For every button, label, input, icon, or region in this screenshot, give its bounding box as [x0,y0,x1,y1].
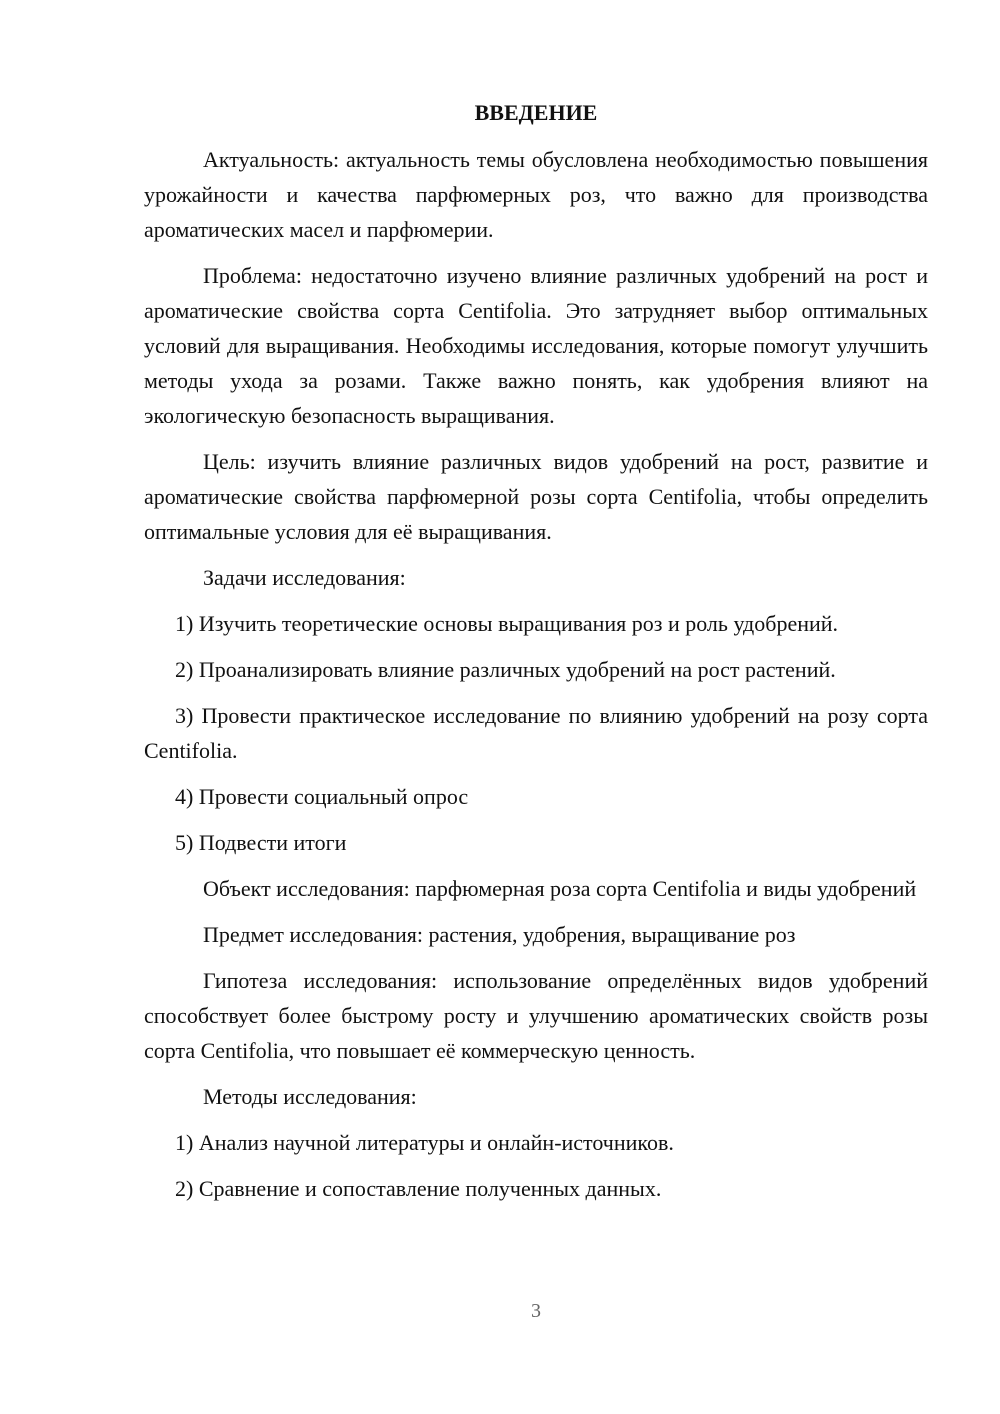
paragraph-tasks-heading: Задачи исследования: [203,565,406,590]
paragraph-object: Объект исследования: парфюмерная роза сорта Centifolia и виды удобрений [203,876,917,901]
task-item-2: 2) Проанализировать влияние различных удобрений на рост растений. [175,657,836,682]
task-item-4: 4) Провести социальный опрос [175,784,469,809]
task-item-3: 3) Провести практическое исследование по влиянию удобрений на розу сорта Centifolia. [144,703,928,763]
task-item-5: 5) Подвести итоги [175,830,347,855]
document-body [144,95,928,1217]
task-item-1: 1) Изучить теоретические основы выращивания роз и роль удобрений. [175,611,839,636]
page-number: 3 [531,1300,541,1322]
paragraph-methods-heading: Методы исследования: [203,1084,417,1109]
paragraph-subject: Предмет исследования: растения, удобрения, выращивание роз [203,922,796,947]
method-item-2: 2) Сравнение и сопоставление полученных данных. [175,1176,662,1201]
method-item-1: 1) Анализ научной литературы и онлайн-источников. [175,1130,674,1155]
paragraph-relevance: Актуальность: актуальность темы обусловлена необходимостью повышения урожайности и качества парфюмерных роз, что важно для производства ароматических масел и парфюмерии. [144,147,928,242]
paragraph-problem: Проблема: недостаточно изучено влияние различных удобрений на рост и ароматические свойства сорта Centifolia. Это затрудняет выбор оптимальных условий для выращивания. Необходимы исследования, которые помогут улучшить методы ухода за розами. Также важно понять, как удобрения влияют на экологическую безопасность выращивания. [144,263,928,428]
paragraph-goal: Цель: изучить влияние различных видов удобрений на рост, развитие и ароматические свойства парфюмерной розы сорта Centifolia, чтобы определить оптимальные условия для её выращивания. [144,449,928,544]
paragraph-hypothesis: Гипотеза исследования: использование определённых видов удобрений способствует более быстрому росту и улучшению ароматических свойств розы сорта Centifolia, что повышает её коммерческую ценность. [144,968,928,1063]
page-title: ВВЕДЕНИЕ [474,100,598,125]
